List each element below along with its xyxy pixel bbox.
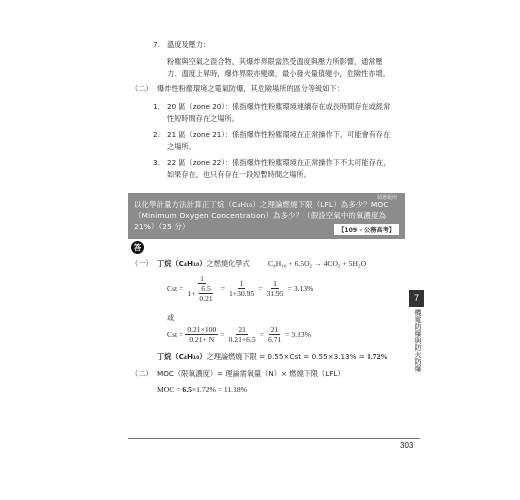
item7-body-line2: 力、溫度上昇時，爆炸界限亦變廣，最小發火量值變小，危險性亦增。 (167, 69, 390, 78)
cst1-fraction-1: 1 1+ $\frac{6.5}{0.21}$ (187, 274, 213, 303)
cst2-fraction-2: $\frac{21}{0.21+6.5}$ (228, 325, 256, 344)
reaction-equation: C₄H₁₀ + 6.5O₂ → 4CO₂ + 5H₂O (268, 259, 367, 268)
page-number: 303 (400, 441, 414, 450)
cst2-fraction-3: $\frac{21}{6.71}$ (267, 325, 282, 344)
cst2-lhs: Cst = (167, 330, 184, 339)
answer-part2-text: MOC（限氧濃度）= 理論需氧量（N）× 燃燒下限（LFL） (157, 369, 345, 378)
section2-label: （二） (131, 84, 153, 93)
answer-part1-heading (157, 258, 250, 269)
lfl-line (157, 351, 388, 362)
answer-badge: 答 (131, 241, 144, 254)
zone20-line2: 性短時間存在之場所。 (167, 114, 239, 123)
zone22-number: 3. (153, 158, 160, 167)
cst2-fraction-1: $\frac{0.21\times 100}{0.21+ N}$ (187, 325, 217, 344)
item7-title: 溫度及壓力： (167, 40, 211, 49)
chapter-tab: 7 (409, 290, 424, 307)
section2-heading: 爆炸性粉塵環境之電氣防爆，其危險場所的區分等級如下： (157, 84, 344, 93)
zone22-line2: 如果存在，也只有存在一段短暫時間之場所。 (167, 170, 311, 179)
cst1-result: = 3.13% (287, 284, 314, 293)
cst2-result: = 3.13% (285, 330, 312, 339)
cst-equation-1: Cst = 1 1+ $\frac{6.5}{0.21}$ = $\frac{1}{1+30.95}$ = $\frac{1}{31.95}$ = 3.13% (167, 274, 314, 303)
lfl-text: 之理論燃燒下限 = 0.55×Cst = 0.55×3.13% = (206, 352, 365, 361)
combustion-equation-label: 之燃燒化學式 (206, 259, 250, 268)
chapter-title: 機電防爆與防火防爆 (414, 309, 422, 372)
zone20-number: 1. (153, 102, 160, 111)
lfl-butane-name: 丁烷（C₄H₁₀） (157, 352, 207, 361)
or-label: 或 (167, 313, 175, 322)
cst1-lhs: Cst = (167, 284, 184, 293)
zone21-line2: 之場所。 (167, 142, 196, 151)
footer-divider (128, 438, 420, 439)
cst1-fraction-3: $\frac{1}{31.95}$ (266, 279, 284, 298)
question-text: 以化學計量方法計算正丁烷（C₄H₁₀）之理論燃燒下限（LFL）為多少？MOC（Minimum Oxygen Concentration）為多少？（假設空氣中的氧濃度為 21%）（25 分） (134, 200, 389, 232)
zone22-line1: 22 區（zone 22）：係指爆炸性粉塵環境在正常操作下不太可能存在， (167, 158, 391, 167)
moc-oxygen-bold: 6.5 (182, 385, 192, 394)
butane-name: 丁烷（C₄H₁₀） (157, 259, 207, 268)
answer-part1-label: （一） (131, 259, 153, 268)
question-box (128, 193, 405, 239)
moc-equation: MOC = 6.5×1.72% = 11.18% (157, 385, 247, 394)
zone21-line1: 21 區（zone 21）：係指爆炸性粉塵環境在正常操作下，可能會有存在 (167, 130, 391, 139)
zone21-number: 2. (153, 130, 160, 139)
item7-body-line1: 粉塵與空氣之混合物，其爆炸界限當然受溫度與壓力所影響，通常壓 (167, 57, 383, 66)
question-source: 【109 - 公務高考】 (334, 224, 399, 235)
cst-equation-2: Cst = $\frac{0.21\times 100}{0.21+ N}$ = $\frac{21}{0.21+6.5}$ = $\frac{21}{6.71}$ = 3.13% (167, 325, 312, 344)
item7-number: 7. (153, 40, 160, 49)
answer-part2-label: （二） (131, 369, 153, 378)
zone20-line1: 20 區（zone 20）：係指爆炸性粉塵環境連續存在或長時間存在或經常 (167, 102, 391, 111)
lfl-value: 1.72% (367, 352, 388, 361)
question-tag: 精選範例 (376, 195, 397, 201)
cst1-fraction-2: $\frac{1}{1+30.95}$ (229, 279, 255, 298)
